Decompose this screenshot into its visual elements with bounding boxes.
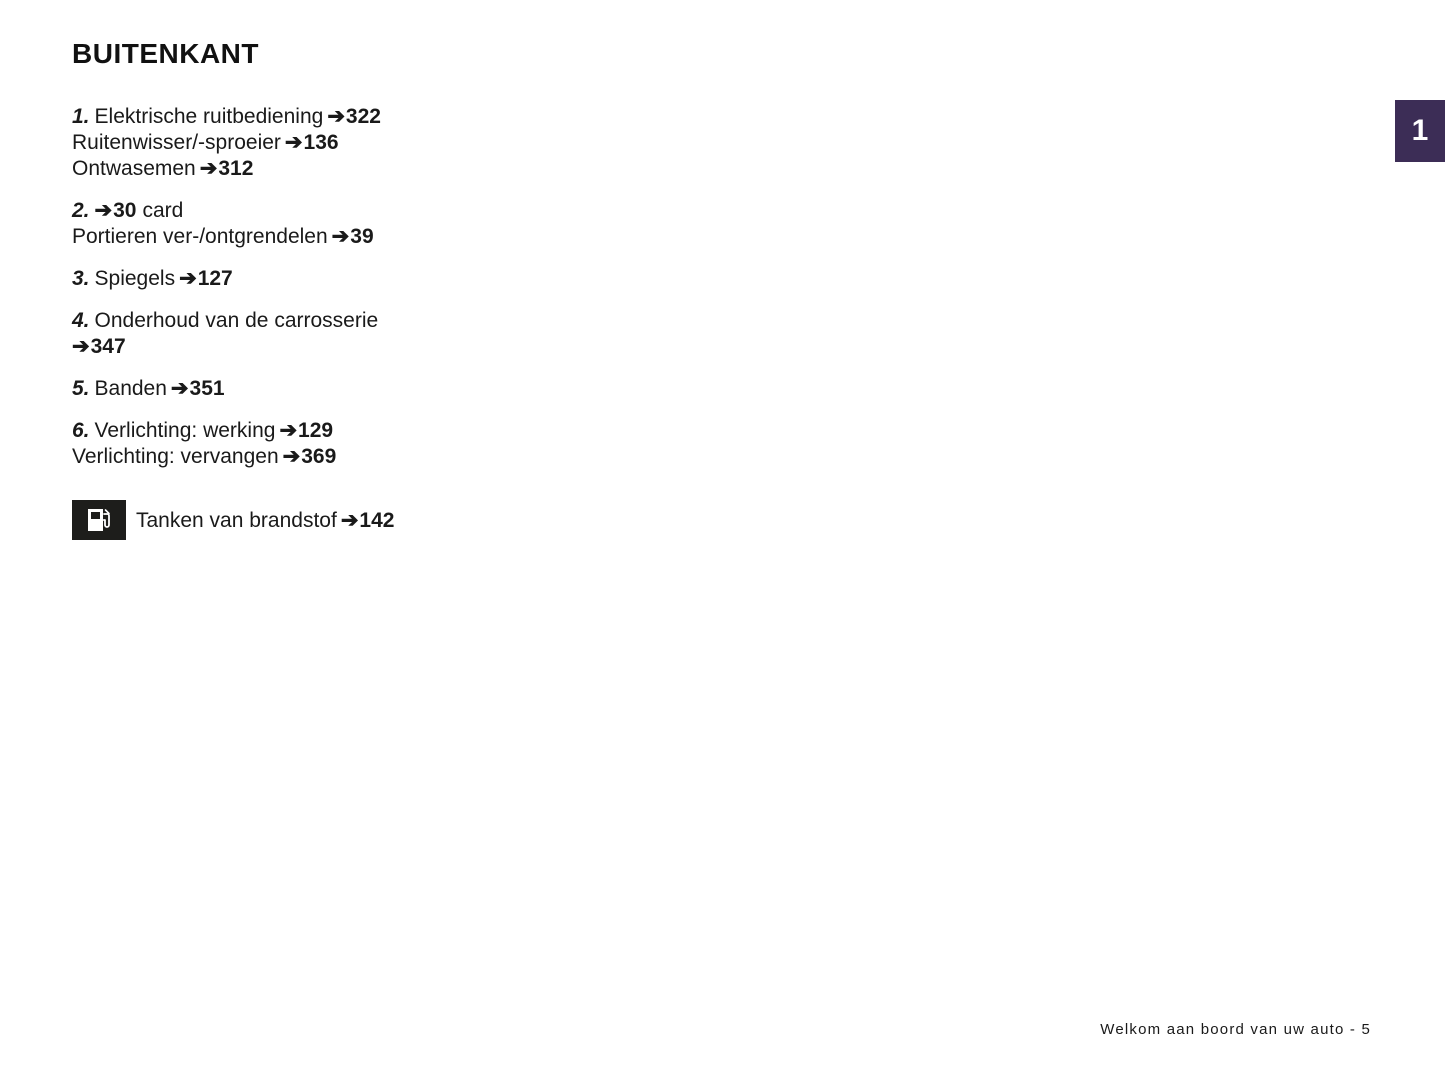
- arrow-icon: ➔: [327, 105, 345, 128]
- entry-number: 5.: [72, 377, 90, 401]
- entry-line: [72, 444, 832, 470]
- page-footer: Welkom aan boord van uw auto - 5: [1100, 1021, 1371, 1038]
- entry-label: Portieren ver-/ontgrendelen: [72, 225, 328, 249]
- page-reference[interactable]: 347: [90, 335, 126, 359]
- entry-label: Spiegels: [94, 267, 176, 291]
- entry-line: [72, 130, 832, 156]
- page-reference[interactable]: 322: [345, 105, 381, 128]
- entry-number: 3.: [72, 267, 90, 291]
- entry-line: [72, 156, 832, 182]
- page-title: BUITENKANT: [72, 38, 259, 69]
- entry-number: 2.: [72, 199, 90, 223]
- page-reference[interactable]: 312: [218, 157, 254, 181]
- arrow-icon: ➔: [340, 508, 359, 532]
- entry-line: [72, 418, 832, 444]
- entry-label: card: [142, 199, 184, 223]
- entry-line: [72, 198, 832, 224]
- fuel-pump-icon: [72, 500, 126, 540]
- arrow-icon: ➔: [284, 131, 303, 155]
- page-reference[interactable]: 136: [303, 131, 339, 155]
- entry-label: Banden: [94, 377, 167, 401]
- page-reference[interactable]: 127: [197, 267, 233, 291]
- arrow-icon: ➔: [282, 445, 301, 469]
- entry-line: [72, 266, 832, 292]
- entry-line: [72, 376, 832, 402]
- arrow-icon: ➔: [199, 157, 218, 181]
- list-item: [72, 418, 832, 470]
- entry-number: 4.: [72, 309, 90, 333]
- entry-line: [72, 224, 832, 250]
- list-item: [72, 198, 832, 250]
- entry-label: Verlichting: vervangen: [72, 445, 279, 469]
- page-reference[interactable]: 129: [298, 419, 334, 443]
- entry-label: Elektrische ruitbediening: [94, 105, 324, 128]
- list-item: [72, 308, 832, 360]
- entry-label: Onderhoud van de carrosserie: [94, 309, 379, 333]
- page-reference[interactable]: 351: [189, 377, 225, 401]
- page-reference[interactable]: 39: [350, 225, 374, 249]
- entry-line: [72, 308, 832, 334]
- entry-line: [72, 104, 832, 130]
- entry-number: 1.: [72, 105, 90, 128]
- page-content: [72, 38, 832, 540]
- list-item: [72, 376, 832, 402]
- entry-number: 6.: [72, 419, 90, 443]
- arrow-icon: ➔: [279, 419, 298, 443]
- arrow-icon: ➔: [179, 267, 197, 291]
- arrow-icon: ➔: [331, 225, 350, 249]
- arrow-icon: ➔: [94, 199, 113, 223]
- chapter-number: 1: [1411, 114, 1429, 147]
- entry-line: [72, 334, 832, 360]
- page-reference[interactable]: 142: [359, 508, 395, 532]
- list-item: [72, 104, 832, 182]
- arrow-icon: ➔: [72, 335, 90, 359]
- page-reference[interactable]: 30: [113, 199, 137, 223]
- list-item-fuel: [72, 500, 832, 540]
- entry-label: Verlichting: werking: [94, 419, 276, 443]
- entry-line: [136, 508, 394, 533]
- entry-label: Ontwasemen: [72, 157, 196, 181]
- arrow-icon: ➔: [170, 377, 189, 401]
- entry-label: Tanken van brandstof: [136, 508, 337, 532]
- chapter-tab: [1395, 100, 1445, 162]
- entry-label: Ruitenwisser/-sproeier: [72, 131, 281, 155]
- list-item: [72, 266, 832, 292]
- page-reference[interactable]: 369: [301, 445, 337, 469]
